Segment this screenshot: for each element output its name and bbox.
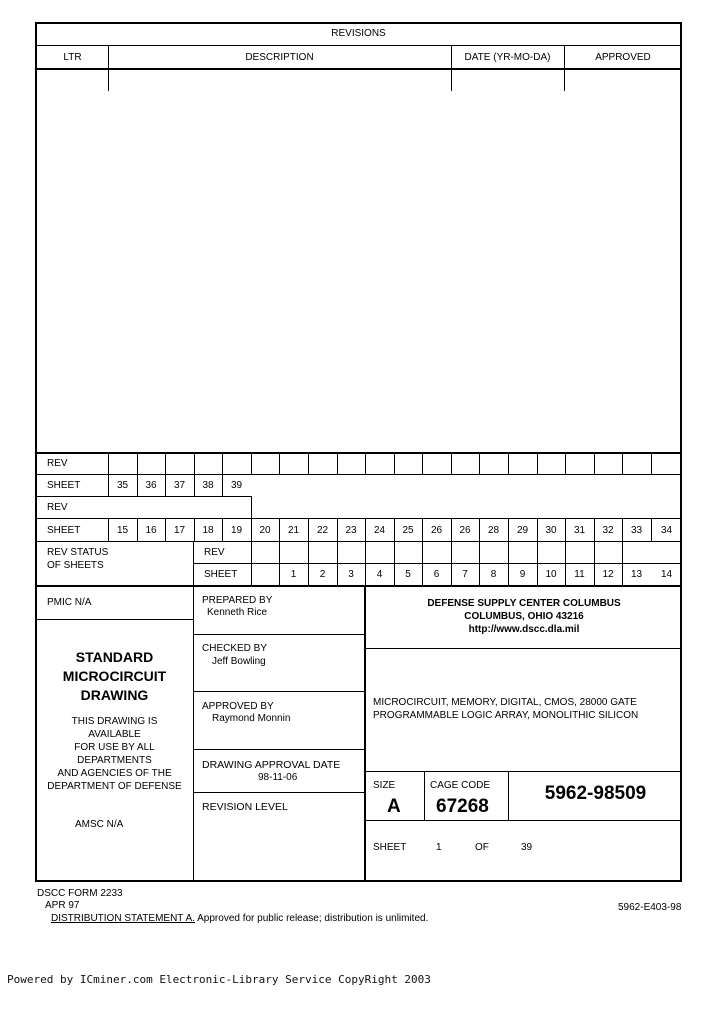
prepared-by-label: PREPARED BY	[202, 595, 273, 606]
grid-line	[193, 541, 194, 586]
sheet-label-2: SHEET	[47, 525, 81, 536]
divider	[35, 585, 682, 587]
divider	[193, 691, 364, 692]
dscc-name: DEFENSE SUPPLY CENTER COLUMBUS	[427, 598, 621, 609]
size-value: A	[387, 796, 401, 817]
grid-line	[251, 453, 252, 474]
availability-line-2: AVAILABLE	[88, 729, 141, 740]
header-approved: APPROVED	[595, 52, 651, 63]
divider	[365, 771, 682, 772]
divider	[35, 45, 682, 46]
grid-line	[308, 453, 309, 474]
sheet-number: 32	[602, 525, 614, 536]
sheet-number: 16	[145, 525, 157, 536]
of-label: OF	[475, 842, 489, 853]
sheet-number: 26	[459, 525, 471, 536]
sheet-number: 11	[574, 569, 585, 580]
standard-title-3: DRAWING	[80, 687, 149, 703]
availability-line-5: AND AGENCIES OF THE	[57, 768, 172, 779]
divider	[193, 792, 364, 793]
footer-watermark-text: Powered by ICminer.com Electronic-Library Service CopyRight 2003	[7, 973, 431, 986]
sheet-number: 8	[490, 569, 497, 580]
sheet-label-1: SHEET	[47, 480, 81, 491]
checked-by-name: Jeff Bowling	[212, 656, 266, 667]
standard-title-2: MICROCIRCUIT	[62, 668, 167, 684]
grid-line	[337, 453, 338, 474]
sheet-number: 22	[316, 525, 329, 536]
form-number: DSCC FORM 2233	[37, 888, 123, 899]
sheet-number: 20	[259, 525, 271, 536]
rev-label-3: REV	[204, 547, 225, 558]
dscc-address: COLUMBUS, OHIO 43216	[464, 611, 584, 622]
sheet-number: 14	[660, 569, 673, 580]
grid-line	[35, 474, 682, 475]
sheet-value: 1	[436, 842, 442, 853]
grid-line	[565, 453, 566, 474]
grid-line	[508, 453, 509, 474]
drawing-number: 5962-98509	[544, 783, 647, 804]
availability-line-1: THIS DRAWING IS	[71, 716, 158, 727]
sheet-number: 35	[116, 480, 129, 491]
approval-date: 98-11-06	[258, 772, 298, 783]
cage-code-label: CAGE CODE	[430, 780, 491, 791]
rev-label-1: REV	[47, 458, 68, 469]
sheet-number: 17	[173, 525, 186, 536]
divider	[193, 634, 364, 635]
rev-label-2: REV	[47, 502, 68, 513]
sheet-number: 38	[202, 480, 214, 491]
divider	[35, 619, 193, 620]
grid-line	[422, 453, 423, 474]
grid-line	[451, 453, 452, 474]
sheet-number: 23	[345, 525, 357, 536]
sheet-number: 24	[373, 525, 386, 536]
grid-line	[251, 541, 252, 586]
sheet-number: 28	[487, 525, 500, 536]
header-date: DATE (YR-MO-DA)	[464, 52, 551, 63]
form-date: APR 97	[45, 900, 80, 911]
sheet-number: 21	[287, 525, 300, 536]
amsc-text: AMSC N/A	[75, 819, 124, 830]
sheet-number: 9	[519, 569, 526, 580]
standard-title-1: STANDARD	[75, 649, 154, 665]
grid-line	[537, 453, 538, 474]
distribution-label: DISTRIBUTION STATEMENT A.	[51, 913, 195, 924]
sheet-label-3: SHEET	[204, 569, 238, 580]
divider	[365, 820, 682, 821]
grid-line	[35, 518, 682, 519]
sheet-number: 18	[202, 525, 214, 536]
availability-line-3: FOR USE BY ALL	[74, 742, 155, 753]
divider	[424, 772, 425, 820]
grid-line	[35, 496, 251, 497]
grid-line	[251, 496, 252, 518]
sheet-number: 34	[660, 525, 673, 536]
revision-level-label: REVISION LEVEL	[202, 801, 288, 813]
sheet-number: 10	[545, 569, 557, 580]
cage-code-value: 67268	[436, 796, 489, 817]
sheet-number: 2	[319, 569, 326, 580]
sheet-number: 31	[573, 525, 586, 536]
grid-line	[479, 453, 480, 474]
sheet-number: 5	[405, 569, 411, 580]
sheet-number: 4	[376, 569, 383, 580]
distribution-statement	[51, 914, 428, 924]
header-ltr: LTR	[63, 52, 82, 63]
divider	[193, 749, 364, 750]
sheet-number: 13	[630, 569, 643, 580]
rev-status-label: REV STATUS	[47, 547, 109, 558]
grid-line	[365, 453, 366, 474]
approval-date-label: DRAWING APPROVAL DATE	[202, 759, 341, 771]
of-sheets-label: OF SHEETS	[47, 560, 104, 571]
sheet-number: 6	[433, 569, 440, 580]
sheet-number: 26	[430, 525, 443, 536]
revisions-title: REVISIONS	[331, 28, 386, 39]
prepared-by-name: Kenneth Rice	[207, 607, 268, 618]
grid-line	[279, 453, 280, 474]
grid-line	[193, 563, 682, 564]
checked-by-label: CHECKED BY	[202, 643, 268, 654]
sheet-number: 3	[348, 569, 354, 580]
size-label: SIZE	[373, 780, 396, 791]
of-value: 39	[521, 842, 533, 853]
sheet-number: 25	[402, 525, 414, 536]
header-description: DESCRIPTION	[245, 52, 314, 63]
divider	[193, 586, 194, 882]
divider	[35, 68, 682, 70]
grid-line	[594, 453, 595, 474]
sheet-number: 7	[462, 569, 468, 580]
sheet-number: 39	[230, 480, 243, 491]
availability-line-4: DEPARTMENTS	[77, 755, 152, 766]
sheet-label: SHEET	[373, 842, 407, 853]
drawing-description-2: PROGRAMMABLE LOGIC ARRAY, MONOLITHIC SILICON	[373, 710, 639, 721]
approved-by-name: Raymond Monnin	[212, 713, 291, 724]
sheet-number: 29	[516, 525, 529, 536]
divider	[365, 648, 682, 649]
drawing-description-1: MICROCIRCUIT, MEMORY, DIGITAL, CMOS, 28000 GATE	[373, 697, 637, 708]
sheet-number: 30	[545, 525, 557, 536]
grid-line	[394, 453, 395, 474]
grid-line	[35, 541, 682, 542]
dscc-url: http://www.dscc.dla.mil	[468, 624, 580, 635]
availability-line-6: DEPARTMENT OF DEFENSE	[47, 781, 182, 792]
document-code: 5962-E403-98	[618, 902, 682, 913]
sheet-number: 19	[230, 525, 243, 536]
pmic-text: PMIC N/A	[47, 597, 92, 608]
sheet-number: 1	[290, 569, 297, 580]
sheet-number: 33	[630, 525, 643, 536]
sheet-number: 15	[116, 525, 129, 536]
sheet-number: 36	[145, 480, 157, 491]
grid-line	[651, 453, 652, 474]
approved-by-label: APPROVED BY	[202, 701, 274, 712]
grid-line	[622, 453, 623, 474]
sheet-number: 37	[173, 480, 186, 491]
sheet-number: 12	[602, 569, 614, 580]
grid-line	[35, 452, 682, 454]
distribution-text: Approved for public release; distribution is unlimited.	[194, 913, 429, 924]
